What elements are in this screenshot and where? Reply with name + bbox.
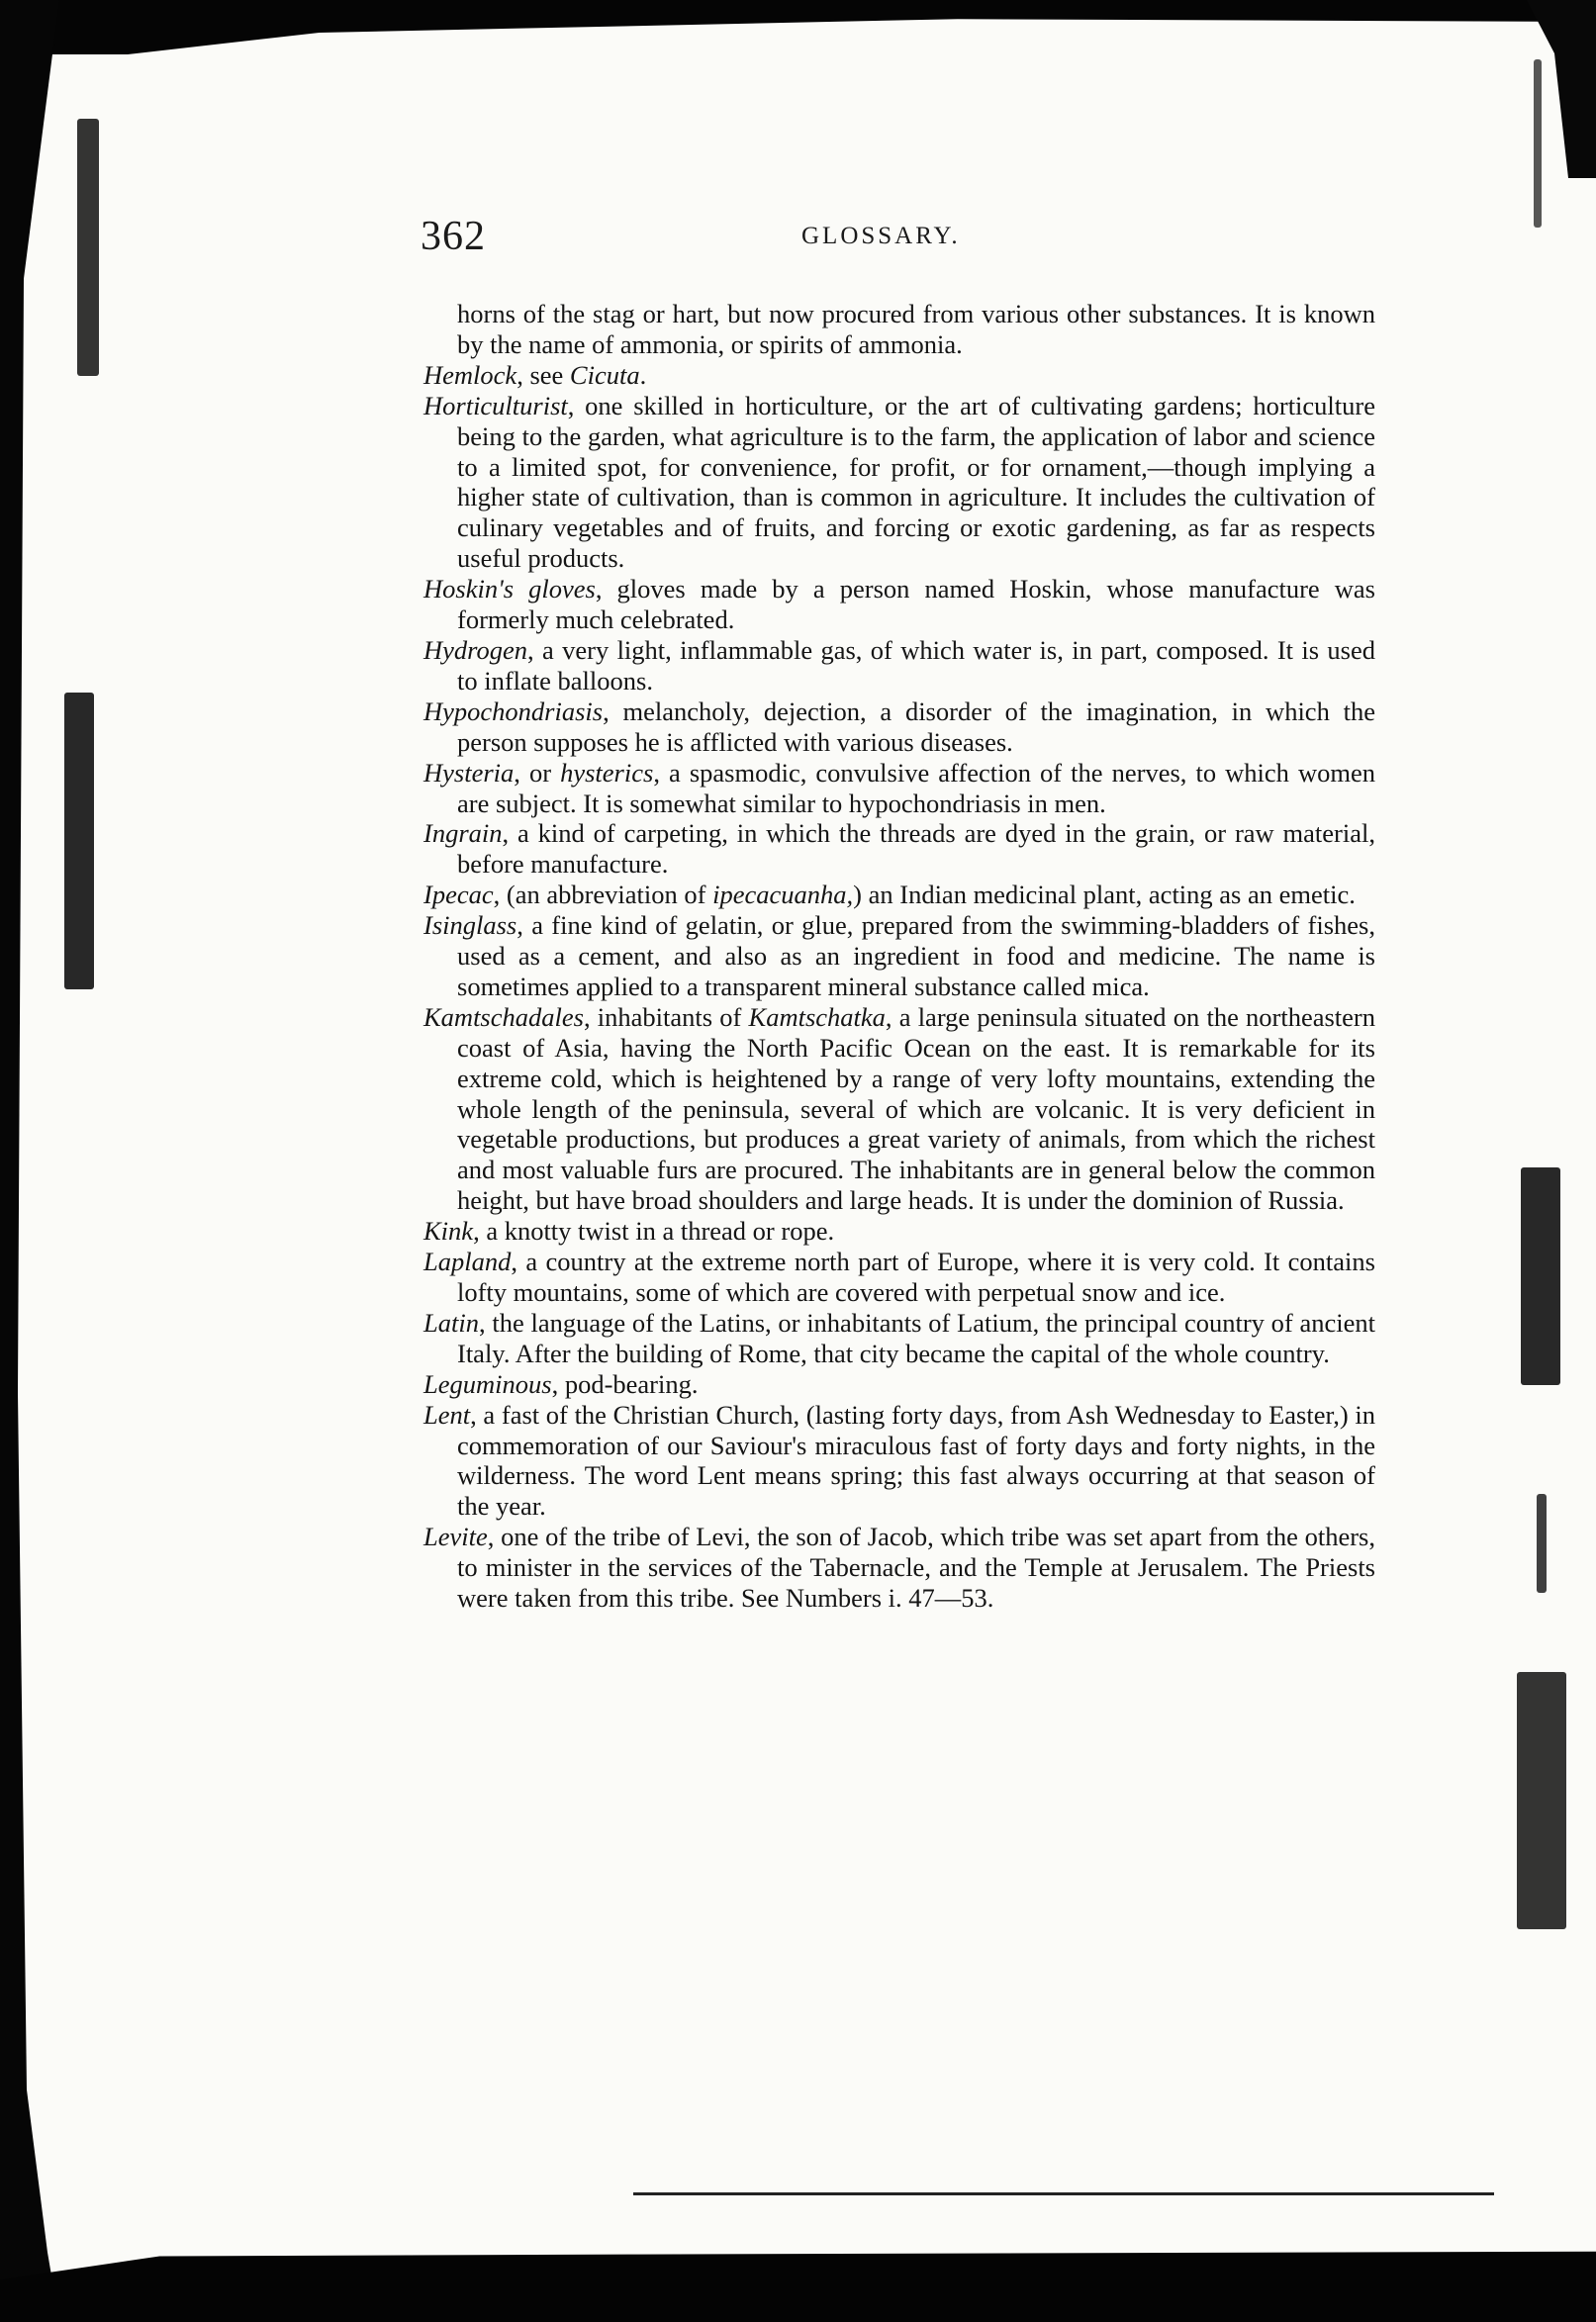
glossary-entry — [423, 391, 1375, 574]
entry-term: Horticulturist — [423, 390, 568, 420]
entry-definition: . — [639, 359, 647, 390]
entry-cross-reference: ipecacuanha, — [712, 880, 854, 910]
entry-connector: , see — [516, 359, 570, 390]
glossary-entry — [423, 910, 1375, 1002]
glossary-entry — [423, 758, 1375, 819]
entry-term: Hydrogen — [423, 634, 527, 665]
entry-term: Levite — [423, 1522, 488, 1552]
entry-term: Kink — [423, 1216, 474, 1247]
ink-bleed-mark — [1517, 1672, 1566, 1929]
entry-cross-reference: Kamtschatka — [748, 1001, 886, 1032]
entry-term: Hysteria — [423, 757, 515, 788]
running-head: GLOSSARY. — [801, 223, 961, 249]
entry-term: Lent — [423, 1399, 471, 1430]
scan-border-bottom — [0, 2228, 1596, 2322]
glossary-entry — [423, 1400, 1375, 1523]
glossary-entries — [423, 360, 1375, 1614]
entry-definition: , gloves made by a person named Hoskin, whose manufacture was formerly much celebrated. — [457, 574, 1375, 635]
continuation-paragraph: horns of the stag or hart, but now procured from various other substances. It is known by the name of ammonia, or spirits of ammonia. — [457, 299, 1375, 359]
entry-cross-reference: hysterics — [560, 757, 654, 788]
entry-definition: , a fine kind of gelatin, or glue, prepared from the swimming-bladders of fishes, used as a cement, and also as an ingredient in food and medicine. The name is sometimes applied to a transparent mineral substance called mica. — [457, 910, 1375, 1001]
entry-definition: , a spasmodic, convulsive affection of the nerves, to which women are subject. It is somewhat similar to hypochondriasis in men. — [457, 757, 1375, 818]
entry-term: Leguminous — [423, 1368, 552, 1399]
entry-connector: , or — [514, 757, 561, 788]
glossary-body — [423, 299, 1375, 1614]
entry-definition: ) an Indian medicinal plant, acting as an emetic. — [853, 880, 1356, 910]
entry-definition: , a fast of the Christian Church, (lasting forty days, from Ash Wednesday to Easter,) in commemoration of our Saviour's miraculous fast of forty days and forty nights, in the wilderness. The word Lent means spring; this fast always occurring at that season of the year. — [457, 1399, 1375, 1522]
entry-definition: , a country at the extreme north part of Europe, where it is very cold. It contains lofty mountains, some of which are covered with perpetual snow and ice. — [457, 1247, 1375, 1307]
entry-term: Latin — [423, 1307, 479, 1338]
glossary-entry — [423, 1002, 1375, 1216]
glossary-entry — [423, 818, 1375, 880]
entry-definition: , one skilled in horticulture, or the art of cultivating gardens; horticulture being to the garden, what agriculture is to the farm, the application of labor and science to a limited spot, for convenience, for profit, or for ornament,—though implying a higher state of cultivation, than is common in agriculture. It includes the cultivation of culinary vegetables and of fruits, and forcing or exotic gardening, as far as respects useful products. — [457, 390, 1375, 574]
scan-border-left — [0, 0, 59, 2322]
glossary-entry — [423, 1522, 1375, 1614]
bottom-rule — [633, 2192, 1494, 2195]
entry-definition: , one of the tribe of Levi, the son of Jacob, which tribe was set apart from the others, to minister in the services of the Tabernacle, and the Temple at Jerusalem. The Priests were taken from this tribe. See Numbers i. 47—53. — [457, 1522, 1375, 1614]
entry-term: Ipecac — [423, 880, 494, 910]
glossary-entry — [423, 1369, 1375, 1400]
glossary-entry — [423, 697, 1375, 758]
glossary-entry — [423, 1247, 1375, 1308]
ink-bleed-mark — [1521, 1167, 1560, 1385]
entry-connector: , inhabitants of — [583, 1001, 749, 1032]
entry-term: Hypochondriasis — [423, 696, 604, 726]
glossary-entry — [423, 574, 1375, 635]
entry-term: Hoskin's gloves — [423, 574, 596, 604]
glossary-entry — [423, 1308, 1375, 1369]
ink-bleed-mark — [64, 693, 94, 989]
entry-definition: , a kind of carpeting, in which the threads are dyed in the grain, or raw material, before manufacture. — [457, 818, 1375, 880]
glossary-entry — [423, 360, 1375, 391]
ink-bleed-mark — [1534, 59, 1542, 228]
page-header — [421, 213, 1370, 262]
entry-term: Lapland — [423, 1247, 512, 1277]
entry-definition: , the language of the Latins, or inhabitants of Latium, the principal country of ancient Italy. After the building of Rome, that city became the capital of the whole country. — [457, 1307, 1375, 1368]
entry-definition: , melancholy, dejection, a disorder of the imagination, in which the person supposes he is afflicted with various diseases. — [457, 696, 1375, 757]
ink-bleed-mark — [77, 119, 99, 376]
entry-cross-reference: Cicuta — [569, 359, 640, 390]
scan-border-top — [0, 0, 1596, 54]
ink-bleed-mark — [1537, 1494, 1547, 1593]
entry-definition: , a very light, inflammable gas, of which water is, in part, composed. It is used to inflate balloons. — [457, 634, 1375, 696]
entry-connector: , (an abbreviation of — [493, 880, 713, 910]
entry-term: Hemlock — [423, 359, 517, 390]
glossary-entry — [423, 1216, 1375, 1247]
page-number: 362 — [421, 214, 486, 259]
entry-definition: , a knotty twist in a thread or rope. — [473, 1216, 835, 1247]
entry-term: Ingrain — [423, 818, 503, 849]
glossary-entry — [423, 880, 1375, 910]
entry-term: Isinglass — [423, 910, 517, 941]
entry-definition: , pod-bearing. — [551, 1368, 699, 1399]
entry-definition: , a large peninsula situated on the northeastern coast of Asia, having the North Pacific Ocean on the east. It is remarkable for its extreme cold, which is heightened by a range of very lofty mountains, extending the whole length of the peninsula, several of which are volcanic. It is very deficient in vegetable productions, but produces a great variety of animals, from which the richest and most valuable furs are procured. The inhabitants are in general below the common height, but have broad shoulders and large heads. It is under the dominion of Russia. — [457, 1001, 1375, 1216]
glossary-entry — [423, 635, 1375, 697]
entry-term: Kamtschadales — [423, 1001, 584, 1032]
